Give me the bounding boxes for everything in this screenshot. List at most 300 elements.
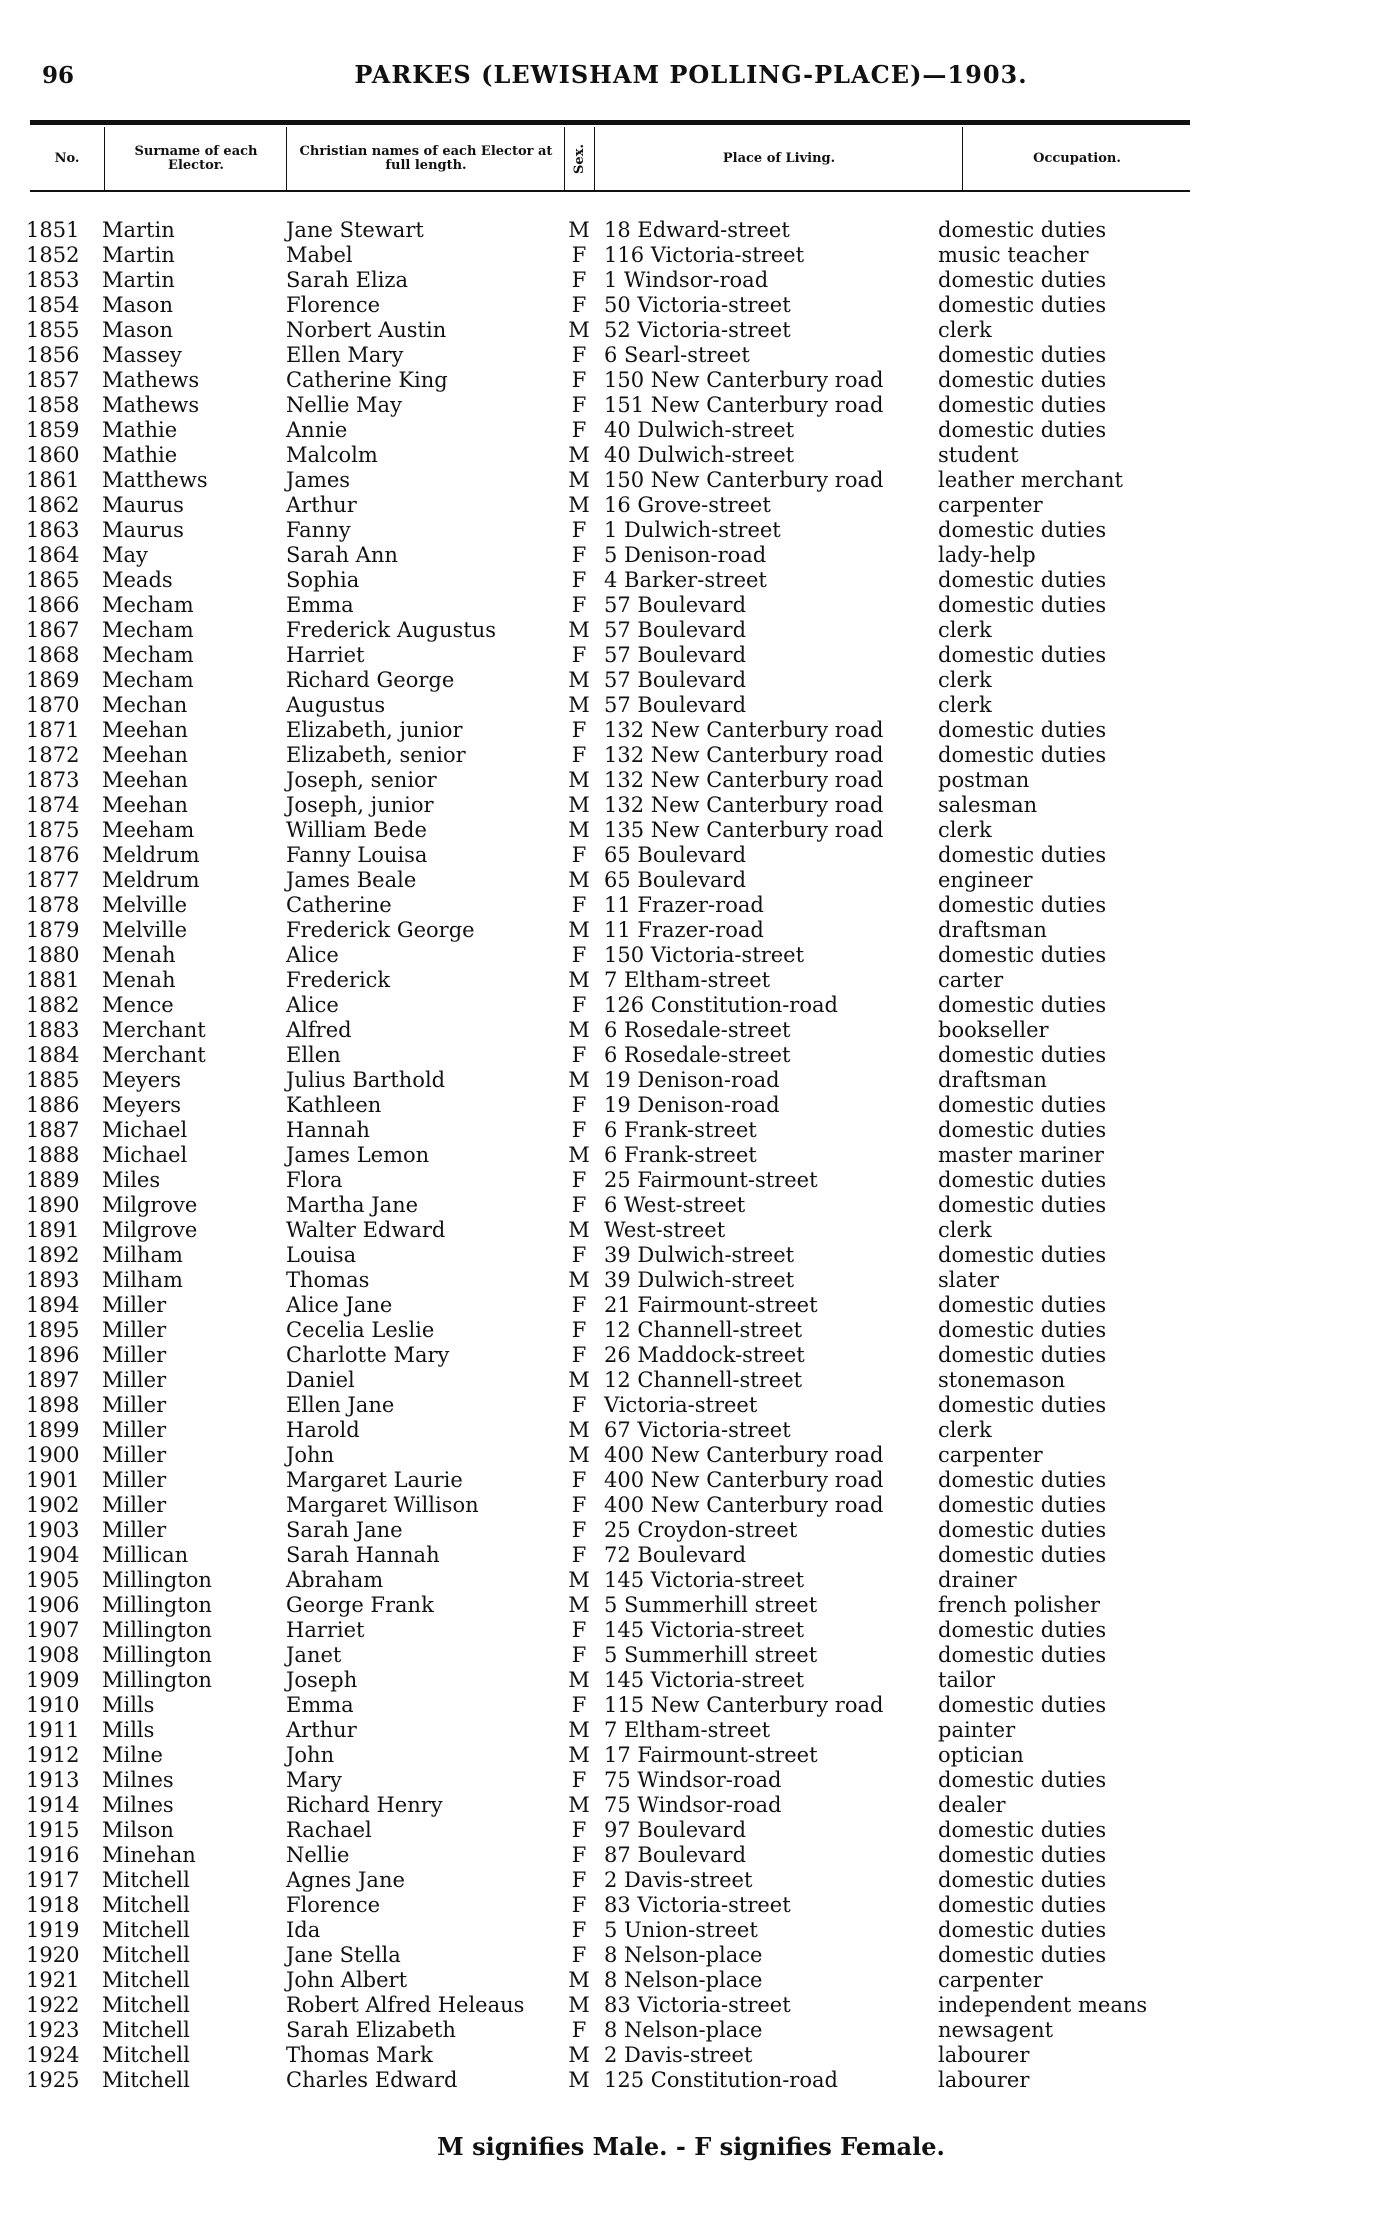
sex-legend-footer: M signifies Male. - F signifies Female. [437, 2132, 945, 2161]
surname: Miller [102, 1468, 167, 1492]
surname: Mecham [102, 643, 194, 667]
occupation: independent means [938, 1993, 1148, 2017]
column-header-sex-label: Sex. [572, 143, 587, 174]
surname: Milgrove [102, 1218, 198, 1242]
table-row [0, 1618, 1382, 1643]
table-row [0, 843, 1382, 868]
sex: F [571, 1618, 587, 1642]
table-row [0, 693, 1382, 718]
place-of-living: 125 Constitution-road [604, 2068, 838, 2092]
elector-number: 1877 [26, 868, 80, 892]
christian-names: Florence [286, 293, 381, 317]
table-row [0, 2068, 1382, 2093]
christian-names: John Albert [286, 1968, 408, 1992]
elector-number: 1867 [26, 618, 80, 642]
place-of-living: Victoria-street [604, 1393, 758, 1417]
occupation: domestic duties [938, 1043, 1107, 1067]
sex: M [568, 918, 590, 942]
christian-names: Arthur [286, 493, 357, 517]
table-row [0, 768, 1382, 793]
place-of-living: 1 Dulwich-street [604, 518, 781, 542]
elector-number: 1918 [26, 1893, 80, 1917]
sex: M [568, 868, 590, 892]
column-header-sex [564, 127, 595, 190]
christian-names: Julius Barthold [286, 1068, 446, 1092]
christian-names: Annie [286, 418, 348, 442]
sex: M [568, 1418, 590, 1442]
surname: Miller [102, 1518, 167, 1542]
sex: F [571, 743, 587, 767]
table-row [0, 418, 1382, 443]
table-row [0, 1493, 1382, 1518]
occupation: labourer [938, 2068, 1030, 2092]
place-of-living: 65 Boulevard [604, 868, 747, 892]
table-row [0, 293, 1382, 318]
sex: F [571, 1818, 587, 1842]
table-row [0, 318, 1382, 343]
table-row [0, 1093, 1382, 1118]
place-of-living: 12 Channell-street [604, 1368, 803, 1392]
surname: Mills [102, 1718, 155, 1742]
place-of-living: 21 Fairmount-street [604, 1293, 818, 1317]
place-of-living: 1 Windsor-road [604, 268, 769, 292]
table-row [0, 393, 1382, 418]
occupation: lady-help [938, 543, 1036, 567]
christian-names: Robert Alfred Heleaus [286, 1993, 525, 2017]
sex: F [571, 418, 587, 442]
elector-number: 1851 [26, 218, 80, 242]
surname: Massey [102, 343, 182, 367]
christian-names: Emma [286, 593, 354, 617]
elector-number: 1922 [26, 1993, 80, 2017]
place-of-living: 97 Boulevard [604, 1818, 747, 1842]
table-row [0, 868, 1382, 893]
place-of-living: 7 Eltham-street [604, 1718, 771, 1742]
elector-number: 1871 [26, 718, 80, 742]
occupation: domestic duties [938, 343, 1107, 367]
surname: Miller [102, 1368, 167, 1392]
table-row [0, 1143, 1382, 1168]
sex: F [571, 1893, 587, 1917]
occupation: domestic duties [938, 268, 1107, 292]
table-row [0, 1768, 1382, 1793]
place-of-living: 116 Victoria-street [604, 243, 805, 267]
christian-names: Fanny [286, 518, 351, 542]
elector-number: 1895 [26, 1318, 80, 1342]
occupation: domestic duties [938, 843, 1107, 867]
elector-number: 1885 [26, 1068, 80, 1092]
elector-number: 1912 [26, 1743, 80, 1767]
place-of-living: 5 Union-street [604, 1918, 758, 1942]
table-row [0, 1818, 1382, 1843]
occupation: clerk [938, 618, 992, 642]
place-of-living: 6 Rosedale-street [604, 1043, 791, 1067]
sex: F [571, 1493, 587, 1517]
occupation: french polisher [938, 1593, 1101, 1617]
occupation: domestic duties [938, 743, 1107, 767]
occupation: clerk [938, 318, 992, 342]
elector-number: 1898 [26, 1393, 80, 1417]
surname: Meads [102, 568, 173, 592]
christian-names: Jane Stewart [286, 218, 424, 242]
elector-number: 1882 [26, 993, 80, 1017]
occupation: carpenter [938, 493, 1043, 517]
sex: F [571, 343, 587, 367]
christian-names: Mary [286, 1768, 342, 1792]
header-top-rule [30, 120, 1190, 125]
place-of-living: 57 Boulevard [604, 643, 747, 667]
elector-number: 1876 [26, 843, 80, 867]
table-row [0, 1293, 1382, 1318]
christian-names: Catherine King [286, 368, 448, 392]
surname: Melville [102, 918, 188, 942]
christian-names: James Lemon [286, 1143, 430, 1167]
place-of-living: 39 Dulwich-street [604, 1243, 795, 1267]
sex: F [571, 1318, 587, 1342]
table-row [0, 1968, 1382, 1993]
table-header [30, 127, 1190, 190]
sex: M [568, 1368, 590, 1392]
surname: Mathie [102, 418, 178, 442]
sex: F [571, 293, 587, 317]
christian-names: Alice [286, 943, 339, 967]
table-row [0, 1868, 1382, 1893]
sex: M [568, 1268, 590, 1292]
table-row [0, 818, 1382, 843]
christian-names: Joseph, junior [286, 793, 434, 817]
table-row [0, 1693, 1382, 1718]
elector-number: 1869 [26, 668, 80, 692]
occupation: domestic duties [938, 993, 1107, 1017]
occupation: labourer [938, 2043, 1030, 2067]
surname: Mitchell [102, 2068, 190, 2092]
sex: F [571, 1543, 587, 1567]
christian-names: Agnes Jane [286, 1868, 405, 1892]
place-of-living: 52 Victoria-street [604, 318, 791, 342]
christian-names: Sarah Ann [286, 543, 398, 567]
elector-number: 1917 [26, 1868, 80, 1892]
occupation: domestic duties [938, 893, 1107, 917]
surname: Millington [102, 1618, 212, 1642]
sex: F [571, 243, 587, 267]
christian-names: William Bede [286, 818, 427, 842]
table-row [0, 943, 1382, 968]
christian-names: Ellen Jane [286, 1393, 395, 1417]
sex: F [571, 993, 587, 1017]
occupation: postman [938, 768, 1030, 792]
sex: F [571, 568, 587, 592]
sex: M [568, 693, 590, 717]
christian-names: Arthur [286, 1718, 357, 1742]
sex: M [568, 1743, 590, 1767]
occupation: clerk [938, 1418, 992, 1442]
surname: Millington [102, 1568, 212, 1592]
elector-number: 1858 [26, 393, 80, 417]
table-row [0, 343, 1382, 368]
table-row [0, 743, 1382, 768]
table-row [0, 1243, 1382, 1268]
occupation: domestic duties [938, 1193, 1107, 1217]
sex: M [568, 793, 590, 817]
occupation: newsagent [938, 2018, 1054, 2042]
sex: F [571, 268, 587, 292]
place-of-living: 115 New Canterbury road [604, 1693, 884, 1717]
sex: F [571, 1693, 587, 1717]
table-row [0, 668, 1382, 693]
surname: Martin [102, 218, 175, 242]
elector-number: 1908 [26, 1643, 80, 1667]
sex: M [568, 1718, 590, 1742]
place-of-living: 87 Boulevard [604, 1843, 747, 1867]
christian-names: Joseph [286, 1668, 358, 1692]
elector-number: 1897 [26, 1368, 80, 1392]
surname: Mitchell [102, 1993, 190, 2017]
christian-names: Kathleen [286, 1093, 382, 1117]
elector-number: 1913 [26, 1768, 80, 1792]
occupation: domestic duties [938, 1093, 1107, 1117]
occupation: domestic duties [938, 1118, 1107, 1142]
surname: Meyers [102, 1068, 182, 1092]
surname: Milnes [102, 1768, 174, 1792]
surname: Mathews [102, 393, 200, 417]
occupation: engineer [938, 868, 1033, 892]
table-row [0, 1168, 1382, 1193]
christian-names: Walter Edward [286, 1218, 446, 1242]
surname: Miller [102, 1418, 167, 1442]
christian-names: Harold [286, 1418, 360, 1442]
sex: F [571, 943, 587, 967]
place-of-living: 17 Fairmount-street [604, 1743, 818, 1767]
sex: M [568, 1218, 590, 1242]
place-of-living: 400 New Canterbury road [604, 1493, 884, 1517]
place-of-living: 6 Rosedale-street [604, 1018, 791, 1042]
column-header-place: Place of Living. [594, 127, 963, 190]
occupation: domestic duties [938, 368, 1107, 392]
place-of-living: 67 Victoria-street [604, 1418, 791, 1442]
christian-names: Norbert Austin [286, 318, 447, 342]
christian-names: Ida [286, 1918, 321, 1942]
elector-number: 1889 [26, 1168, 80, 1192]
surname: Meldrum [102, 843, 200, 867]
elector-number: 1907 [26, 1618, 80, 1642]
table-row [0, 518, 1382, 543]
sex: F [571, 368, 587, 392]
table-row [0, 1793, 1382, 1818]
sex: F [571, 643, 587, 667]
place-of-living: 6 Frank-street [604, 1143, 757, 1167]
christian-names: Charlotte Mary [286, 1343, 450, 1367]
surname: Mitchell [102, 2043, 190, 2067]
table-row [0, 1993, 1382, 2018]
place-of-living: 65 Boulevard [604, 843, 747, 867]
place-of-living: 11 Frazer-road [604, 918, 764, 942]
table-row [0, 618, 1382, 643]
sex: M [568, 1668, 590, 1692]
christian-names: John [286, 1443, 335, 1467]
place-of-living: 25 Fairmount-street [604, 1168, 818, 1192]
table-row [0, 1518, 1382, 1543]
christian-names: James Beale [286, 868, 417, 892]
elector-number: 1863 [26, 518, 80, 542]
elector-number: 1911 [26, 1718, 80, 1742]
sex: F [571, 1193, 587, 1217]
christian-names: Ellen Mary [286, 343, 404, 367]
sex: M [568, 1793, 590, 1817]
surname: Maurus [102, 518, 184, 542]
place-of-living: 57 Boulevard [604, 618, 747, 642]
occupation: domestic duties [938, 518, 1107, 542]
table-row [0, 1918, 1382, 1943]
occupation: domestic duties [938, 1943, 1107, 1967]
elector-number: 1866 [26, 593, 80, 617]
elector-number: 1894 [26, 1293, 80, 1317]
elector-number: 1910 [26, 1693, 80, 1717]
elector-number: 1903 [26, 1518, 80, 1542]
place-of-living: 145 Victoria-street [604, 1568, 805, 1592]
christian-names: Sophia [286, 568, 360, 592]
place-of-living: 6 Searl-street [604, 343, 750, 367]
surname: May [102, 543, 148, 567]
surname: Miller [102, 1393, 167, 1417]
occupation: domestic duties [938, 1543, 1107, 1567]
christian-names: James [286, 468, 351, 492]
sex: F [571, 1168, 587, 1192]
occupation: salesman [938, 793, 1038, 817]
surname: Miller [102, 1493, 167, 1517]
christian-names: Jane Stella [286, 1943, 401, 1967]
surname: Milham [102, 1243, 183, 1267]
elector-number: 1856 [26, 343, 80, 367]
table-row [0, 368, 1382, 393]
sex: M [568, 1143, 590, 1167]
place-of-living: 2 Davis-street [604, 1868, 753, 1892]
christian-names: Louisa [286, 1243, 357, 1267]
elector-number: 1924 [26, 2043, 80, 2067]
surname: Michael [102, 1118, 188, 1142]
sex: M [568, 1993, 590, 2017]
place-of-living: 6 West-street [604, 1193, 746, 1217]
occupation: domestic duties [938, 1843, 1107, 1867]
table-row [0, 1268, 1382, 1293]
occupation: clerk [938, 668, 992, 692]
elector-number: 1879 [26, 918, 80, 942]
sex: M [568, 1068, 590, 1092]
christian-names: Daniel [286, 1368, 355, 1392]
surname: Martin [102, 243, 175, 267]
occupation: draftsman [938, 1068, 1047, 1092]
place-of-living: 75 Windsor-road [604, 1768, 782, 1792]
elector-number: 1899 [26, 1418, 80, 1442]
christian-names: Ellen [286, 1043, 341, 1067]
occupation: domestic duties [938, 293, 1107, 317]
table-row [0, 218, 1382, 243]
sex: M [568, 318, 590, 342]
occupation: domestic duties [938, 718, 1107, 742]
place-of-living: 57 Boulevard [604, 693, 747, 717]
column-header-occupation: Occupation. [962, 127, 1191, 190]
occupation: domestic duties [938, 1643, 1107, 1667]
sex: M [568, 1593, 590, 1617]
surname: Meyers [102, 1093, 182, 1117]
table-row [0, 918, 1382, 943]
surname: Miller [102, 1443, 167, 1467]
elector-number: 1888 [26, 1143, 80, 1167]
elector-number: 1873 [26, 768, 80, 792]
occupation: music teacher [938, 243, 1089, 267]
surname: Mitchell [102, 1943, 190, 1967]
table-row [0, 1218, 1382, 1243]
place-of-living: 4 Barker-street [604, 568, 767, 592]
place-of-living: 57 Boulevard [604, 668, 747, 692]
column-header-surname: Surname of each Elector. [104, 127, 287, 190]
occupation: carpenter [938, 1443, 1043, 1467]
surname: Meldrum [102, 868, 200, 892]
surname: Minehan [102, 1843, 196, 1867]
surname: Michael [102, 1143, 188, 1167]
christian-names: Cecelia Leslie [286, 1318, 435, 1342]
sex: F [571, 1943, 587, 1967]
sex: M [568, 1968, 590, 1992]
sex: F [571, 1343, 587, 1367]
elector-number: 1857 [26, 368, 80, 392]
elector-number: 1905 [26, 1568, 80, 1592]
table-row [0, 568, 1382, 593]
surname: Meehan [102, 718, 188, 742]
elector-number: 1923 [26, 2018, 80, 2042]
occupation: domestic duties [938, 1343, 1107, 1367]
table-row [0, 1468, 1382, 1493]
elector-table-body [0, 218, 1382, 2093]
sex: M [568, 818, 590, 842]
christian-names: Elizabeth, senior [286, 743, 466, 767]
surname: Menah [102, 968, 176, 992]
sex: F [571, 1243, 587, 1267]
occupation: domestic duties [938, 943, 1107, 967]
surname: Merchant [102, 1018, 206, 1042]
page-title: PARKES (LEWISHAM POLLING-PLACE)—1903. [354, 60, 1028, 89]
christian-names: Sarah Jane [286, 1518, 403, 1542]
place-of-living: 26 Maddock-street [604, 1343, 805, 1367]
sex: F [571, 1768, 587, 1792]
surname: Merchant [102, 1043, 206, 1067]
occupation: master mariner [938, 1143, 1104, 1167]
occupation: domestic duties [938, 418, 1107, 442]
occupation: domestic duties [938, 1868, 1107, 1892]
surname: Matthews [102, 468, 208, 492]
sex: F [571, 893, 587, 917]
table-row [0, 1193, 1382, 1218]
elector-number: 1916 [26, 1843, 80, 1867]
christian-names: Rachael [286, 1818, 372, 1842]
occupation: bookseller [938, 1018, 1049, 1042]
elector-number: 1915 [26, 1818, 80, 1842]
occupation: slater [938, 1268, 999, 1292]
occupation: domestic duties [938, 1693, 1107, 1717]
christian-names: John [286, 1743, 335, 1767]
place-of-living: 151 New Canterbury road [604, 393, 884, 417]
table-row [0, 1368, 1382, 1393]
occupation: stonemason [938, 1368, 1066, 1392]
christian-names: Sarah Elizabeth [286, 2018, 456, 2042]
elector-number: 1854 [26, 293, 80, 317]
surname: Milgrove [102, 1193, 198, 1217]
elector-number: 1914 [26, 1793, 80, 1817]
elector-number: 1892 [26, 1243, 80, 1267]
occupation: student [938, 443, 1019, 467]
elector-number: 1904 [26, 1543, 80, 1567]
occupation: optician [938, 1743, 1024, 1767]
place-of-living: 126 Constitution-road [604, 993, 838, 1017]
